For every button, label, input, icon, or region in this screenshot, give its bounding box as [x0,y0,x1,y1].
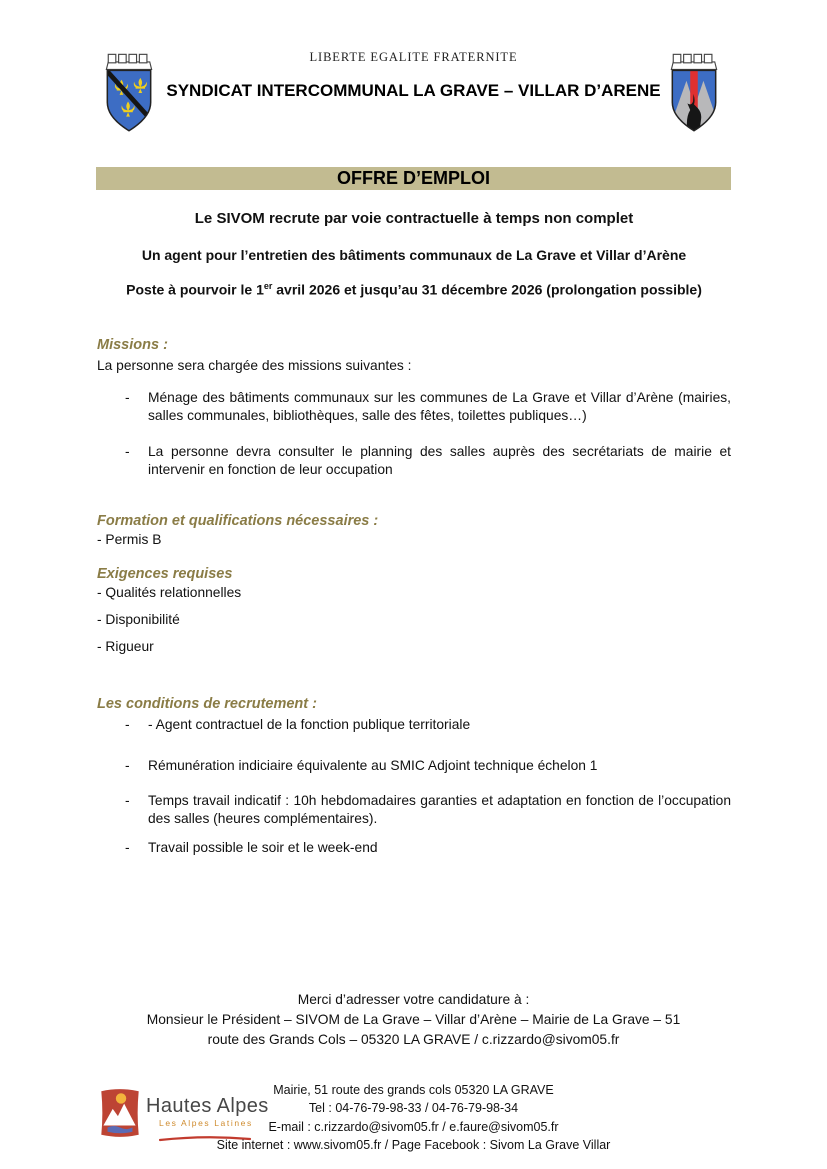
formation-item-1: - Permis B [97,532,162,547]
bullet-dash: - [125,390,130,405]
hautes-alpes-logo-tagline: Les Alpes Latines [159,1118,253,1128]
conditions-bullet-2: - Rémunération indiciaire équivalente au SMIC Adjoint technique échelon 1 [125,758,598,773]
bullet-dash: - [125,758,130,773]
conditions-heading: Les conditions de recrutement : [97,696,317,712]
conditions-bullet-1: - - Agent contractuel de la fonction publique territoriale [125,717,471,732]
exigences-heading: Exigences requises [97,566,233,582]
poste-suffix: avril 2026 et jusqu’au 31 décembre 2026 (prolongation possible) [272,281,702,298]
missions-heading: Missions : [97,337,168,353]
footer-contact-block [0,1081,827,1155]
bullet-dash: - [125,840,130,855]
organization-title: SYNDICAT INTERCOMMUNAL LA GRAVE – VILLAR D’ARENE [166,81,661,100]
exigences-item-2: - Disponibilité [97,612,180,627]
footer-phone: Tel : 04-76-79-98-33 / 04-76-79-98-34 [308,1101,519,1116]
footer-email: E-mail : c.rizzardo@sivom05.fr / e.faure@sivom05.fr [268,1119,559,1134]
footer-address: Mairie, 51 route des grands cols 05320 LA GRAVE [273,1083,554,1097]
poste-prefix: Poste à pourvoir le 1 [126,281,264,298]
formation-heading: Formation et qualifications nécessaires : [97,513,379,529]
footer-website: Site internet : www.sivom05.fr / Page Facebook : Sivom La Grave Villar [216,1138,611,1153]
bullet-dash: - [125,717,130,732]
intro-line-3 [97,281,731,298]
conditions-bullet-3: - Temps travail indicatif : 10h hebdomadaires garanties et adaptation en fonction de l’occupation des salles (heures complémentaires). [125,793,731,826]
bullet-dash: - [125,444,130,459]
motto: LIBERTE EGALITE FRATERNITE [309,50,518,64]
poste-superscript: er [263,281,273,291]
intro-line-2: Un agent pour l’entretien des bâtiments communaux de La Grave et Villar d’Arène [141,247,687,263]
hautes-alpes-logo-name: Hautes Alpes [146,1095,269,1117]
intro-line-1: Le SIVOM recrute par voie contractuelle à temps non complet [194,210,634,227]
exigences-item-1: - Qualités relationnelles [97,585,242,600]
missions-bullet-1: - Ménage des bâtiments communaux sur les communes de La Grave et Villar d’Arène (mairies, salles communales, bibliothèques, salle des fêtes, toilettes publiques…) [125,390,731,423]
missions-bullet-2: - La personne devra consulter le planning des salles auprès des secrétariats de mairie et intervenir en fonction de leur occupation [125,444,731,477]
conditions-bullet-4: - Travail possible le soir et le week-end [125,840,378,855]
exigences-item-3: - Rigueur [97,639,154,654]
candidature-line-3: route des Grands Cols – 05320 LA GRAVE / c.rizzardo@sivom05.fr [207,1032,620,1047]
candidature-block [0,990,827,1050]
offer-banner: OFFRE D’EMPLOI [96,167,731,190]
missions-lead: La personne sera chargée des missions suivantes : [97,358,412,373]
bullet-dash: - [125,793,130,808]
candidature-line-2: Monsieur le Président – SIVOM de La Grave – Villar d’Arène – Mairie de La Grave – 51 [146,1012,681,1027]
candidature-line-1: Merci d’adresser votre candidature à : [297,992,530,1007]
